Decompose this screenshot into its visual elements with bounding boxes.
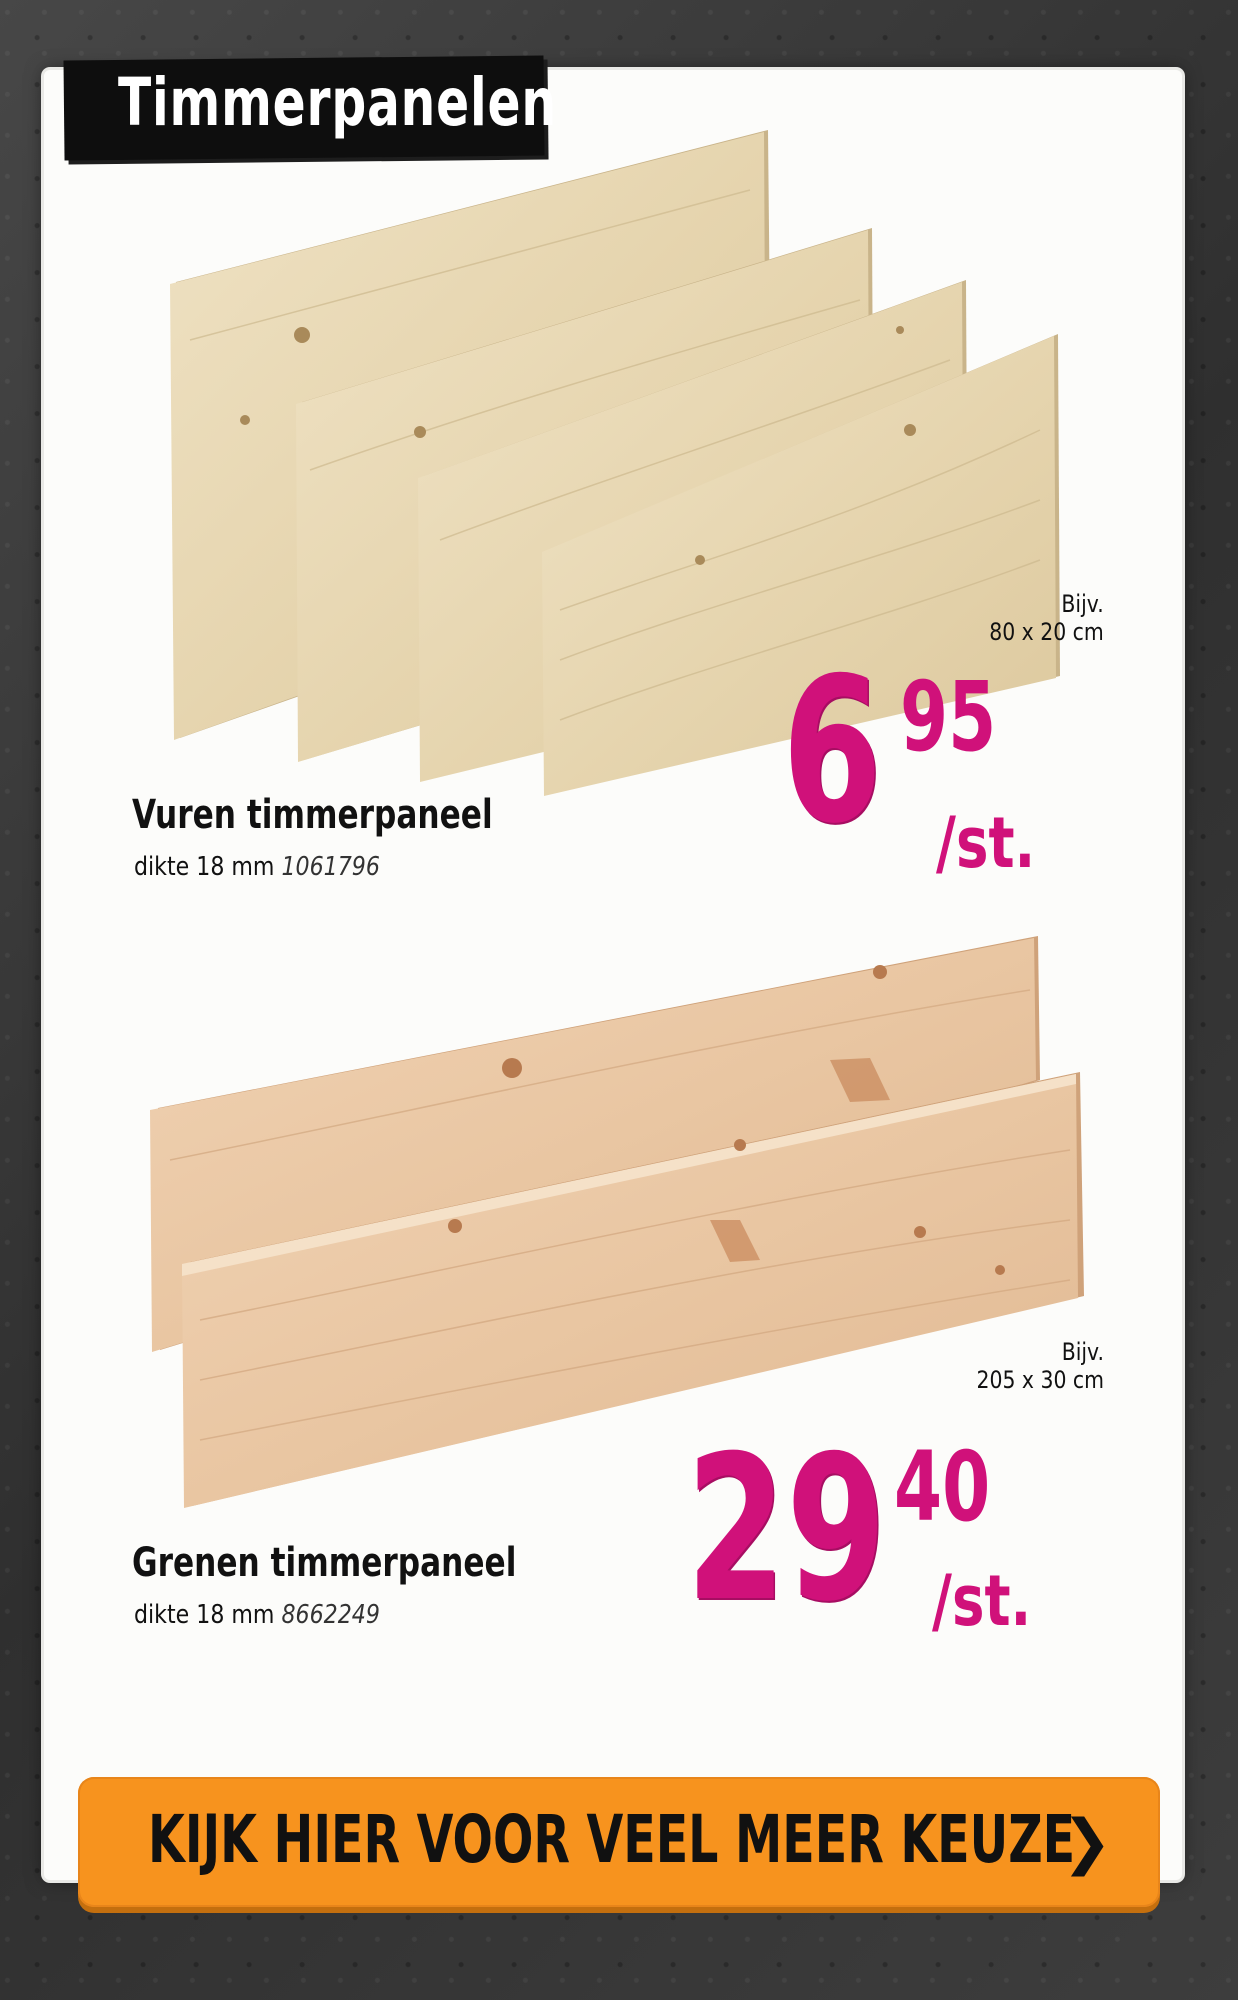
- product-spec-spruce: [134, 852, 380, 882]
- more-choice-label: KIJK HIER VOOR VEEL MEER KEUZE: [148, 1801, 1076, 1878]
- article-number: 8662249: [281, 1600, 380, 1630]
- article-number: 1061796: [281, 852, 380, 882]
- chevron-right-icon: ❯: [1061, 1807, 1112, 1877]
- price-integer-spruce: 6: [781, 635, 882, 868]
- price-decimal-spruce: 95: [900, 661, 997, 773]
- price-decimal-pine: 40: [894, 1431, 991, 1543]
- size-value: 205 x 30 cm: [976, 1366, 1104, 1394]
- size-note-pine: [976, 1338, 1104, 1394]
- thickness-label: dikte 18 mm: [134, 1600, 275, 1630]
- product-name-pine: Grenen timmerpaneel: [132, 1540, 517, 1586]
- size-prefix: Bijv.: [1061, 590, 1104, 618]
- more-choice-button[interactable]: [78, 1777, 1160, 1907]
- product-spec-pine: [134, 1600, 380, 1630]
- pine-boards-image: [150, 936, 1084, 1508]
- price-integer-pine: 29: [685, 1413, 886, 1646]
- page-title: Timmerpanelen: [118, 64, 557, 141]
- size-note-spruce: [989, 590, 1104, 646]
- price-unit-spruce: /st.: [936, 802, 1036, 884]
- product-name-spruce: Vuren timmerpaneel: [132, 792, 493, 838]
- price-unit-pine: /st.: [932, 1560, 1032, 1642]
- size-value: 80 x 20 cm: [989, 618, 1104, 646]
- size-prefix: Bijv.: [1061, 1338, 1104, 1366]
- thickness-label: dikte 18 mm: [134, 852, 275, 882]
